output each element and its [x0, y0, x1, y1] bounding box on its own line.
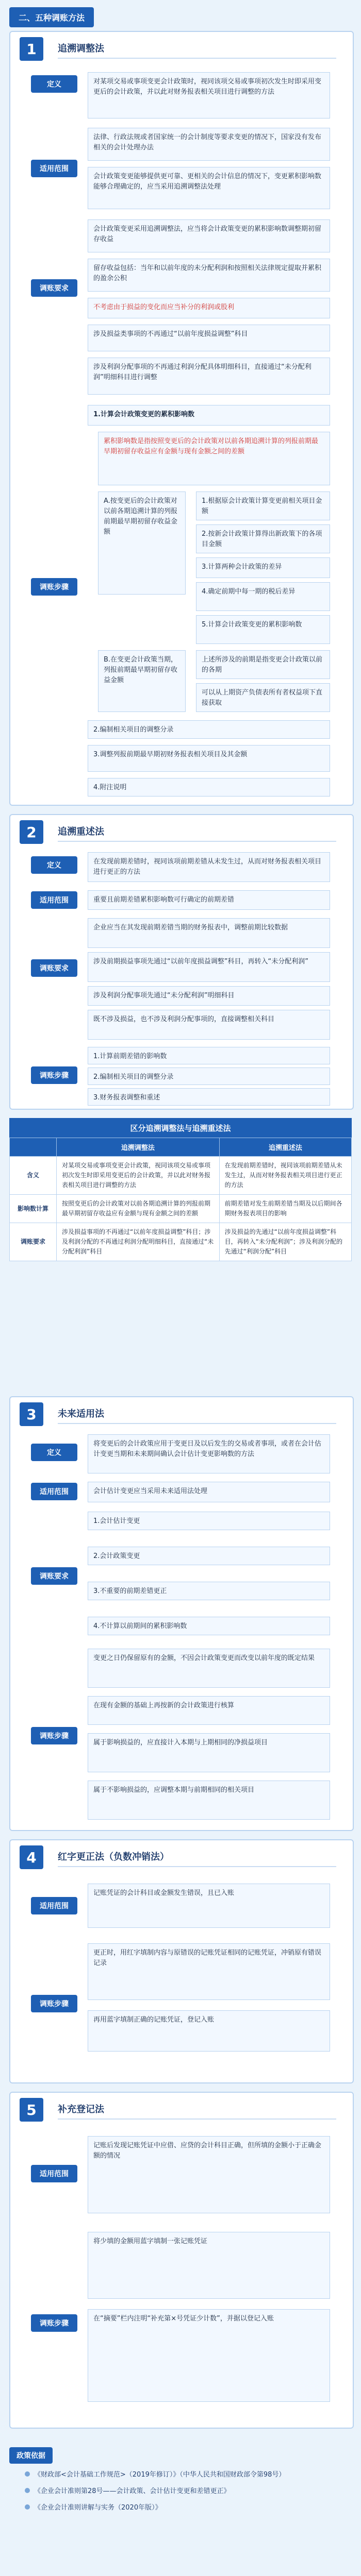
table-row-head: 调账要求: [10, 1223, 57, 1261]
requirement-text-red: 不考虑由于损益的变化而应当补分的利润或股利: [88, 298, 330, 318]
method-number: 5: [20, 2098, 43, 2122]
requirement-text-2: 留存收益包括：当年和以前年度的未分配利润和按照相关法律规定提取并累积的盈余公积: [93, 264, 322, 282]
table-header-cell: 追溯调整法: [57, 1138, 220, 1157]
step-2: 2.编制相关项目的调整分录: [88, 1067, 330, 1085]
divider: [58, 58, 336, 59]
compare-table: [9, 1138, 352, 1261]
method-card-2: [9, 814, 354, 1110]
policy-basis-item: [25, 2503, 352, 2513]
step-3: 属于影响损益的，应直接计入本期与上期相同的净损益项目: [88, 1733, 330, 1772]
step-2: 2.编制相关项目的调整分录: [88, 720, 330, 739]
steps-label: 调账步骤: [31, 578, 77, 596]
requirement-label: 调账要求: [31, 279, 77, 297]
method-card-5: [9, 2092, 354, 2429]
scope-label: 适用范围: [31, 1897, 77, 1914]
method-card-4: [9, 1839, 354, 2083]
definition-text: 对某项交易或事项变更会计政策时，视同该项交易或事项初次发生时即采用变更后的会计政策，并以此对财务报表相关项目进行调整的方法: [88, 72, 330, 118]
step-1-b5: 5.计算会计政策变更的累积影响数: [196, 615, 330, 644]
table-header-row: [10, 1138, 352, 1157]
step-2: 再用蓝字填制正确的记账凭证，登记入账: [88, 2010, 330, 2052]
bullet-icon: [25, 2471, 30, 2477]
requirement-text: 涉及损益类事项的不再通过“以前年度损益调整”科目: [88, 325, 330, 351]
table-cell: 涉及损益事项的不再通过“以前年度损益调整”科目；涉及利润分配的不再通过利润分配明细科目，直接通过“未分配利润”科目: [57, 1223, 220, 1261]
table-row: [10, 1223, 352, 1261]
policy-basis-text: 《企业会计准则讲解与实务（2020年版）》: [34, 2504, 162, 2512]
policy-basis-text: 《财政部<会计基础工作规范>（2019年修订）》（中华人民共和国财政部令第98号）: [34, 2471, 286, 2479]
step-1-b2: 2.按新会计政策计算得出新政策下的各项目金额: [196, 524, 330, 553]
table-header-cell: 追溯重述法: [219, 1138, 351, 1157]
method-number: 4: [20, 1845, 43, 1869]
method-title: 追溯调整法: [58, 43, 104, 54]
step-4: 属于不影响损益的，应调整本期与前期相同的相关项目: [88, 1781, 330, 1820]
policy-basis-item: [25, 2486, 352, 2497]
method-number: 3: [20, 1402, 43, 1426]
scope-text: 重要且前期差错累积影响数可行确定的前期差错: [88, 890, 330, 910]
table-cell: 涉及损益的先通过“以前年度损益调整”科目，再转入“未分配利润”；涉及利润分配的先通过“利润分配”科目: [219, 1223, 351, 1261]
compare-title: 区分追溯调整法与追溯重述法: [9, 1118, 352, 1138]
step-1-d: B.在变更会计政策当期，列报前期最早期初留存收益金额: [98, 650, 186, 712]
steps-label: 调账步骤: [31, 1727, 77, 1744]
requirement-text: 既不涉及损益，也不涉及利润分配事项的，直接调整相关科目: [88, 1010, 330, 1040]
requirement-text: 涉及利润分配事项的不再通过利润分配具体明细科目，直接通过“未分配利润”明细科目进行调整: [88, 358, 330, 395]
section-header: 二、五种调账方法: [9, 7, 94, 27]
divider: [58, 841, 336, 842]
divider: [58, 1423, 336, 1424]
requirement-text: 4.不计算以前期间的累积影响数: [88, 1617, 330, 1635]
scope-label: 适用范围: [31, 160, 77, 177]
bullet-icon: [25, 2488, 30, 2493]
requirement-label: 调账要求: [31, 959, 77, 977]
requirement-text: [88, 259, 330, 292]
steps-label: 调账步骤: [31, 1995, 77, 2012]
definition-label: 定义: [31, 856, 77, 874]
table-row-head: 含义: [10, 1157, 57, 1195]
step-1: 1.计算前期差错的影响数: [88, 1047, 330, 1064]
table-cell: 对某项交易或事项变更会计政策，视同该项交易或事项初次发生时即采用变更后的会计政策，并以此对财务报表相关项目进行调整的方法: [57, 1157, 220, 1195]
policy-basis-text: 《企业会计准则第28号——会计政策、会计估计变更和差错更正》: [34, 2487, 231, 2495]
scope-label: 适用范围: [31, 1483, 77, 1500]
scope-text: 会计政策变更能够提供更可靠、更相关的会计信息的情况下，变更累积影响数能够合理确定的，应当采用追溯调整法处理: [88, 167, 330, 209]
step-1-b1: 1.根据原会计政策计算变更前相关项目金额: [196, 492, 330, 520]
step-3: 3.调整列报前期最早期初财务报表相关项目及其金额: [88, 745, 330, 772]
policy-basis-item: [25, 2470, 352, 2480]
table-header-cell: [10, 1138, 57, 1157]
scope-text: 会计估计变更应当采用未来适用法处理: [88, 1482, 330, 1502]
requirement-text: 1.会计估计变更: [88, 1512, 330, 1530]
step-1-c: A.按变更后的会计政策对以前各期追溯计算的列报前期最早期初留存收益金额: [98, 492, 186, 595]
scope-label: 适用范围: [31, 2165, 77, 2182]
step-1: 更正时，用红字填制内容与原错误的记账凭证相同的记账凭证，冲销原有错误记录: [88, 1943, 330, 2000]
step-2: 在“摘要”栏内注明“补充第×号凭证少计数”，并据以登记入账: [88, 2309, 330, 2402]
policy-basis-title: 政策依据: [9, 2447, 53, 2464]
requirement-text: [88, 219, 330, 252]
method-title: 未来适用法: [58, 1409, 104, 1419]
method-number: 1: [20, 37, 43, 61]
method-title: 补充登记法: [58, 2104, 104, 2115]
table-row: [10, 1195, 352, 1223]
requirement-text: 2.会计政策变更: [88, 1547, 330, 1565]
table-cell: 前期差错对发生前期差错当期及以后期间各期财务报表项目的影响: [219, 1195, 351, 1223]
step-1-e1: 上述所涉及的前期是指变更会计政策以前的各期: [196, 650, 330, 679]
step-1: 将少填的金额用蓝字填制一张记账凭证: [88, 2232, 330, 2299]
table-cell: 在发现前期差错时，视同该项前期差错从未发生过，从而对财务报表相关项目进行更正的方法: [219, 1157, 351, 1195]
scope-label: 适用范围: [31, 891, 77, 909]
step-1-e2: 可以从上期资产负债表所有者权益项下直接获取: [196, 683, 330, 712]
divider: [58, 1866, 336, 1867]
step-1-b3: 3.计算两种会计政策的差异: [196, 557, 330, 578]
method-card-3: [9, 1396, 354, 1831]
table-row: [10, 1157, 352, 1195]
step-1-note: 累积影响数是指按照变更后的会计政策对以前各期追溯计算的列报前期最早期初留存收益应有金额与现有金额之间的差额: [98, 432, 330, 485]
policy-basis: [9, 2447, 352, 2513]
divider: [58, 2119, 336, 2120]
requirement-text: 涉及前期损益事项先通过“以前年度损益调整”科目，再转入“未分配利润”: [88, 952, 330, 982]
method-number: 2: [20, 820, 43, 844]
method-title: 红字更正法（负数冲销法）: [58, 1852, 169, 1862]
steps-label: 调账步骤: [31, 2314, 77, 2332]
requirement-label: 调账要求: [31, 1567, 77, 1585]
definition-text: 在发现前期差错时，视同该项前期差错从未发生过，从而对财务报表相关项目进行更正的方法: [88, 852, 330, 882]
scope-text: 法律、行政法规或者国家统一的会计制度等要求变更的情况下，国家没有发布相关的会计处理办法: [88, 128, 330, 161]
scope-text: 记账后发现记账凭证中应借、应贷的会计科目正确，但所填的金额小于正确金额的情况: [88, 2136, 330, 2213]
table-row-head: 影响数计算: [10, 1195, 57, 1223]
step-1: 1.计算会计政策变更的累积影响数: [88, 405, 330, 426]
method-card-1: [9, 31, 354, 806]
method-title: 追溯重述法: [58, 826, 104, 837]
step-4: 4.附注说明: [88, 778, 330, 796]
table-cell: 按照变更后的会计政策对以前各期追溯计算的列报前期最早期初留存收益应有金额与现有金额之间的差额: [57, 1195, 220, 1223]
step-1-b4: 4.确定前期中每一期的税后差异: [196, 582, 330, 611]
requirement-text-1: 会计政策变更采用追溯调整法，应当将会计政策变更的累积影响数调整期初留存收益: [93, 225, 322, 243]
step-2: 在现有金额的基础上再按新的会计政策进行核算: [88, 1696, 330, 1725]
steps-label: 调账步骤: [31, 1066, 77, 1084]
definition-text: 将变更后的会计政策应用于变更日及以后发生的交易或者事项，或者在会计估计变更当期和未来期间确认会计估计变更影响数的方法: [88, 1434, 330, 1473]
bullet-icon: [25, 2504, 30, 2510]
step-1: 变更之日仍保留原有的金额，不因会计政策变更而改变以前年度的既定结果: [88, 1649, 330, 1688]
definition-label: 定义: [31, 1444, 77, 1461]
requirement-text: 3.不重要的前期差错更正: [88, 1582, 330, 1600]
requirement-text: 涉及利润分配事项先通过“未分配利润”明细科目: [88, 986, 330, 1006]
requirement-text: 企业应当在其发现前期差错当期的财务报表中，调整前期比较数据: [88, 918, 330, 948]
step-3: 3.财务报表调整和重述: [88, 1088, 330, 1106]
definition-label: 定义: [31, 75, 77, 93]
scope-text: 记账凭证的会计科目或金额发生错误，且已入账: [88, 1884, 330, 1928]
